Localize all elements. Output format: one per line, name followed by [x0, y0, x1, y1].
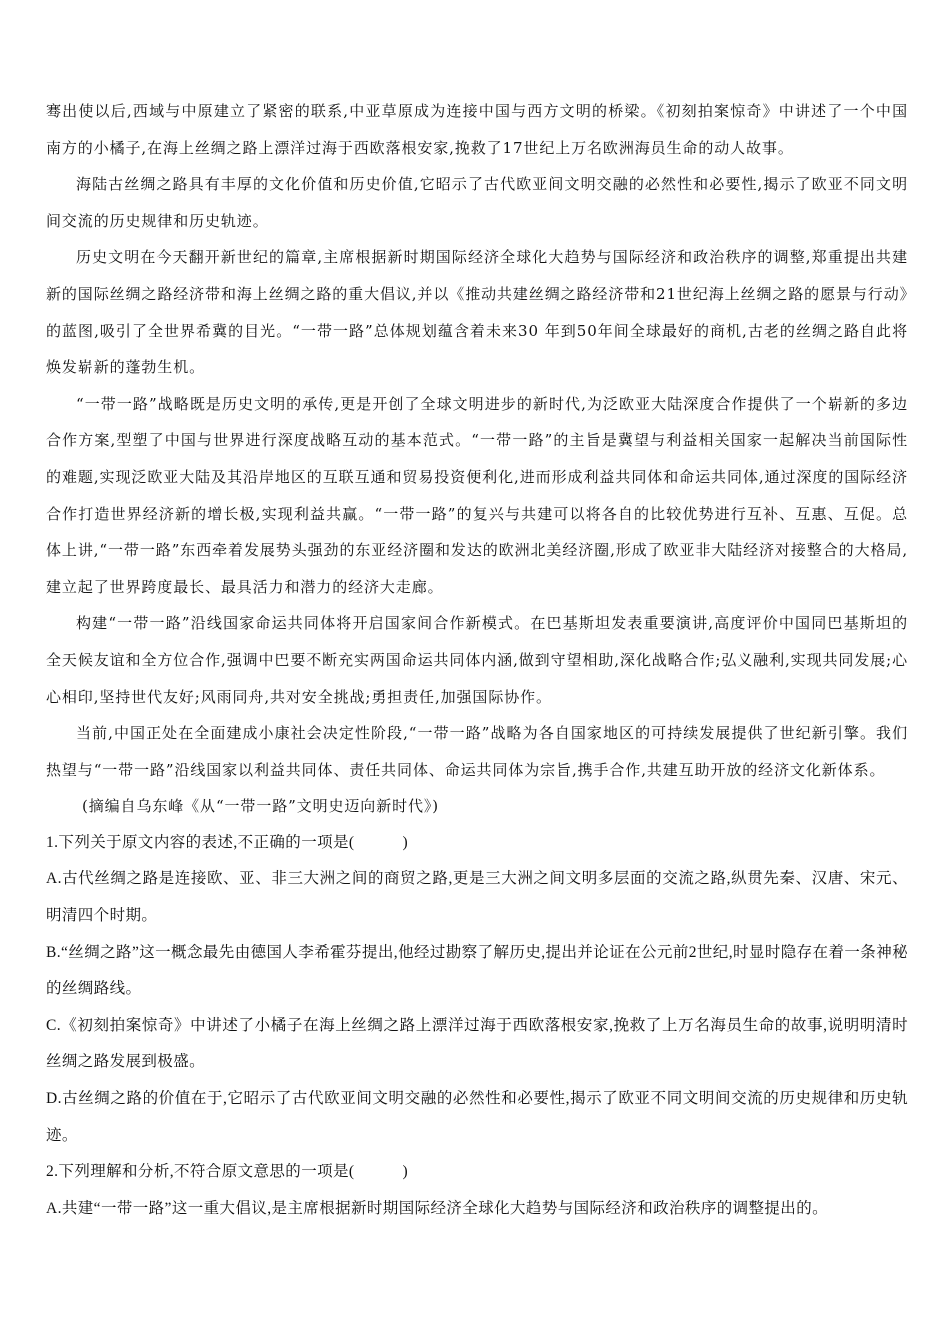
question-stem-text: 2.下列理解和分析,不符合原文意思的一项是(: [46, 1163, 355, 1181]
question-stem: [46, 825, 908, 862]
question-stem: [46, 1154, 908, 1191]
question-stem-close: ): [402, 1163, 409, 1181]
passage-paragraph: 骞出使以后,西域与中原建立了紧密的联系,中亚草原成为连接中国与西方文明的桥梁。《初刻拍案惊奇》中讲述了一个中国南方的小橘子,在海上丝绸之路上漂洋过海于西欧落根安家,挽救了17世纪上万名欧洲海员生命的动人故事。: [46, 102, 908, 157]
passage-paragraph: 海陆古丝绸之路具有丰厚的文化价值和历史价值,它昭示了古代欧亚间文明交融的必然性和必要性,揭示了欧亚不同文明间交流的历史规律和历史轨迹。: [46, 175, 908, 230]
answer-option-a: A.古代丝绸之路是连接欧、亚、非三大洲之间的商贸之路,更是三大洲之间文明多层面的交流之路,纵贯先秦、汉唐、宋元、明清四个时期。: [46, 870, 908, 925]
answer-option-b: B.“丝绸之路”这一概念最先由德国人李希霍芬提出,他经过勘察了解历史,提出并论证在公元前2世纪,时显时隐存在着一条神秘的丝绸路线。: [46, 943, 908, 998]
question-stem-text: 1.下列关于原文内容的表述,不正确的一项是(: [46, 833, 355, 851]
answer-option-c: C.《初刻拍案惊奇》中讲述了小橘子在海上丝绸之路上漂洋过海于西欧落根安家,挽救了上万名海员生命的故事,说明明清时丝绸之路发展到极盛。: [46, 1016, 908, 1071]
question-2: [46, 1154, 908, 1227]
answer-option-a: A.共建“一带一路”这一重大倡议,是主席根据新时期国际经济全球化大趋势与国际经济和政治秩序的调整提出的。: [46, 1199, 829, 1217]
passage-paragraph: 历史文明在今天翻开新世纪的篇章,主席根据新时期国际经济全球化大趋势与国际经济和政治秩序的调整,郑重提出共建新的国际丝绸之路经济带和海上丝绸之路的重大倡议,并以《推动共建丝绸之路经济带和21世纪海上丝绸之路的愿景与行动》的蓝图,吸引了全世界希冀的目光。“一带一路”总体规划蕴含着未来30 年到50年间全球最好的商机,古老的丝绸之路自此将焕发崭新的蓬勃生机。: [46, 248, 908, 377]
answer-option-d: D.古丝绸之路的价值在于,它昭示了古代欧亚间文明交融的必然性和必要性,揭示了欧亚不同文明间交流的历史规律和历史轨迹。: [46, 1090, 908, 1144]
question-1: [46, 825, 908, 1154]
passage-paragraph: 构建“一带一路”沿线国家命运共同体将开启国家间合作新模式。在巴基斯坦发表重要演讲,高度评价中国同巴基斯坦的全天候友谊和全方位合作,强调中巴要不断充实两国命运共同体内涵,做到守望相助,深化战略合作;弘义融利,实现共同发展;心心相印,坚持世代友好;风雨同舟,共对安全挑战;勇担责任,加强国际协作。: [46, 614, 908, 706]
passage-source: (摘编自乌东峰《从“一带一路”文明史迈向新时代》): [82, 797, 440, 816]
passage-paragraph: “一带一路”战略既是历史文明的承传,更是开创了全球文明进步的新时代,为泛欧亚大陆深度合作提供了一个崭新的多边合作方案,型塑了中国与世界进行深度战略互动的基本范式。“一带一路”的主旨是冀望与利益相关国家一起解决当前国际性的难题,实现泛欧亚大陆及其沿岸地区的互联互通和贸易投资便利化,进而形成利益共同体和命运共同体,通过深度的国际经济合作打造世界经济新的增长极,实现利益共赢。“一带一路”的复兴与共建可以将各自的比较优势进行互补、互惠、互促。总体上讲,“一带一路”东西牵着发展势头强劲的东亚经济圈和发达的欧洲北美经济圈,形成了欧亚非大陆经济对接整合的大格局,建立起了世界跨度最长、最具活力和潜力的经济大走廊。: [46, 394, 908, 596]
passage-paragraph: 当前,中国正处在全面建成小康社会决定性阶段,“一带一路”战略为各自国家地区的可持续发展提供了世纪新引擎。我们热望与“一带一路”沿线国家以利益共同体、责任共同体、命运共同体为宗旨,携手合作,共建互助开放的经济文化新体系。: [46, 724, 908, 779]
question-stem-close: ): [402, 833, 409, 851]
exam-page: [46, 93, 908, 1227]
